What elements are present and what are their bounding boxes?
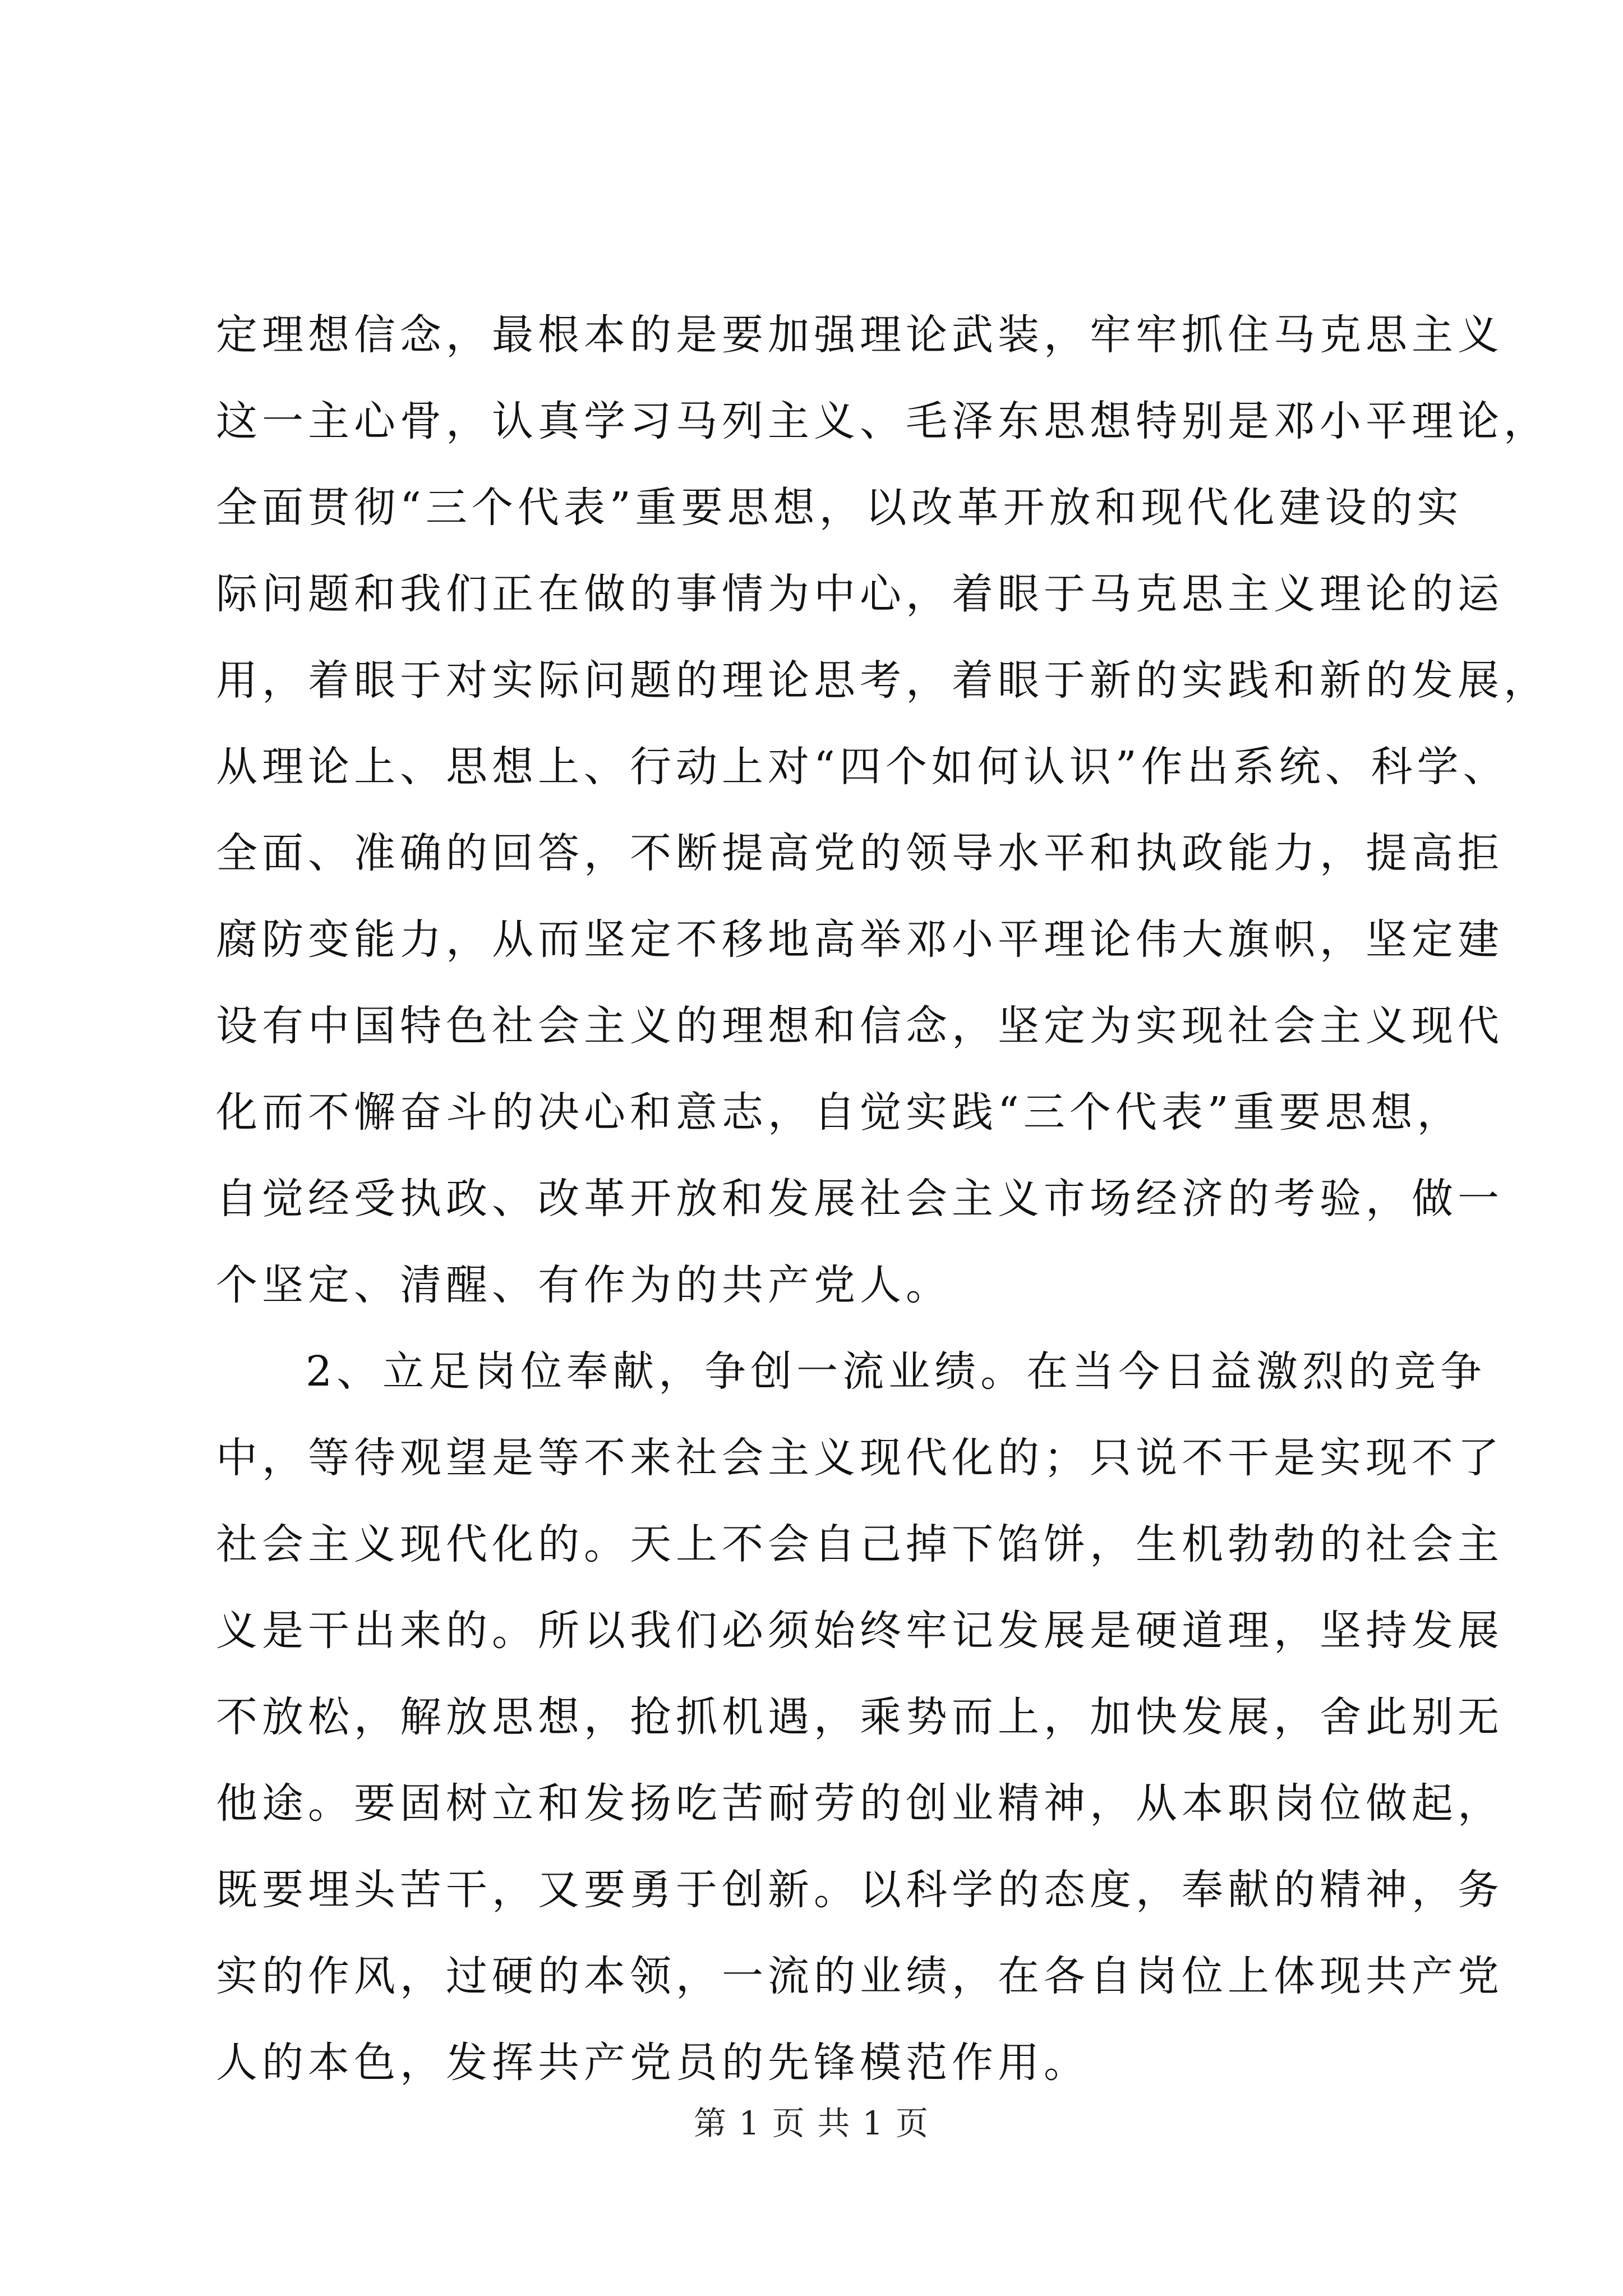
- text-line: 定理想信念，最根本的是要加强理论武装，牢牢抓住马克思主义: [216, 311, 1504, 359]
- text-line: 化而不懈奋斗的决心和意志，自觉实践“三个代表”重要思想，: [216, 1088, 1463, 1137]
- text-line: 人的本色，发挥共产党员的先锋模范作用。: [216, 2039, 1090, 2087]
- text-line: 他途。要固树立和发扬吃苦耐劳的创业精神，从本职岗位做起，: [216, 1779, 1504, 1828]
- paragraph-2-first-line: 2、立足岗位奉献，争创一流业绩。在当今日益激烈的竞争: [306, 1347, 1487, 1396]
- page-footer: 第 1 页 共 1 页: [694, 2104, 929, 2142]
- text-line: 设有中国特色社会主义的理想和信念，坚定为实现社会主义现代: [216, 1002, 1504, 1050]
- text-line: 既要埋头苦干，又要勇于创新。以科学的态度，奉献的精神，务: [216, 1866, 1504, 1914]
- text-line: 自觉经受执政、改革开放和发展社会主义市场经济的考验，做一: [216, 1175, 1504, 1223]
- text-line: 用，着眼于对实际问题的理论思考，着眼于新的实践和新的发展，: [216, 656, 1550, 705]
- text-line: 腐防变能力，从而坚定不移地高举邓小平理论伟大旗帜，坚定建: [216, 915, 1504, 964]
- text-line: 际问题和我们正在做的事情为中心，着眼于马克思主义理论的运: [216, 570, 1504, 618]
- text-line: 义是干出来的。所以我们必须始终牢记发展是硬道理，坚持发展: [216, 1607, 1504, 1655]
- body-text: [216, 292, 1550, 2106]
- text-line: 这一主心骨，认真学习马列主义、毛泽东思想特别是邓小平理论，: [216, 397, 1550, 445]
- text-line: 实的作风，过硬的本领，一流的业绩，在各自岗位上体现共产党: [216, 1952, 1504, 2000]
- text-line: 从理论上、思想上、行动上对“四个如何认识”作出系统、科学、: [216, 743, 1509, 791]
- text-line: 全面、准确的回答，不断提高党的领导水平和执政能力，提高拒: [216, 829, 1504, 877]
- text-line: 社会主义现代化的。天上不会自己掉下馅饼，生机勃勃的社会主: [216, 1520, 1504, 1568]
- text-line: 不放松，解放思想，抢抓机遇，乘势而上，加快发展，舍此别无: [216, 1693, 1504, 1741]
- text-line: 全面贯彻“三个代表”重要思想，以改革开放和现代化建设的实: [216, 484, 1463, 532]
- text-line: 个坚定、清醒、有作为的共产党人。: [216, 1261, 952, 1309]
- text-line: 中，等待观望是等不来社会主义现代化的；只说不干是实现不了: [216, 1434, 1504, 1482]
